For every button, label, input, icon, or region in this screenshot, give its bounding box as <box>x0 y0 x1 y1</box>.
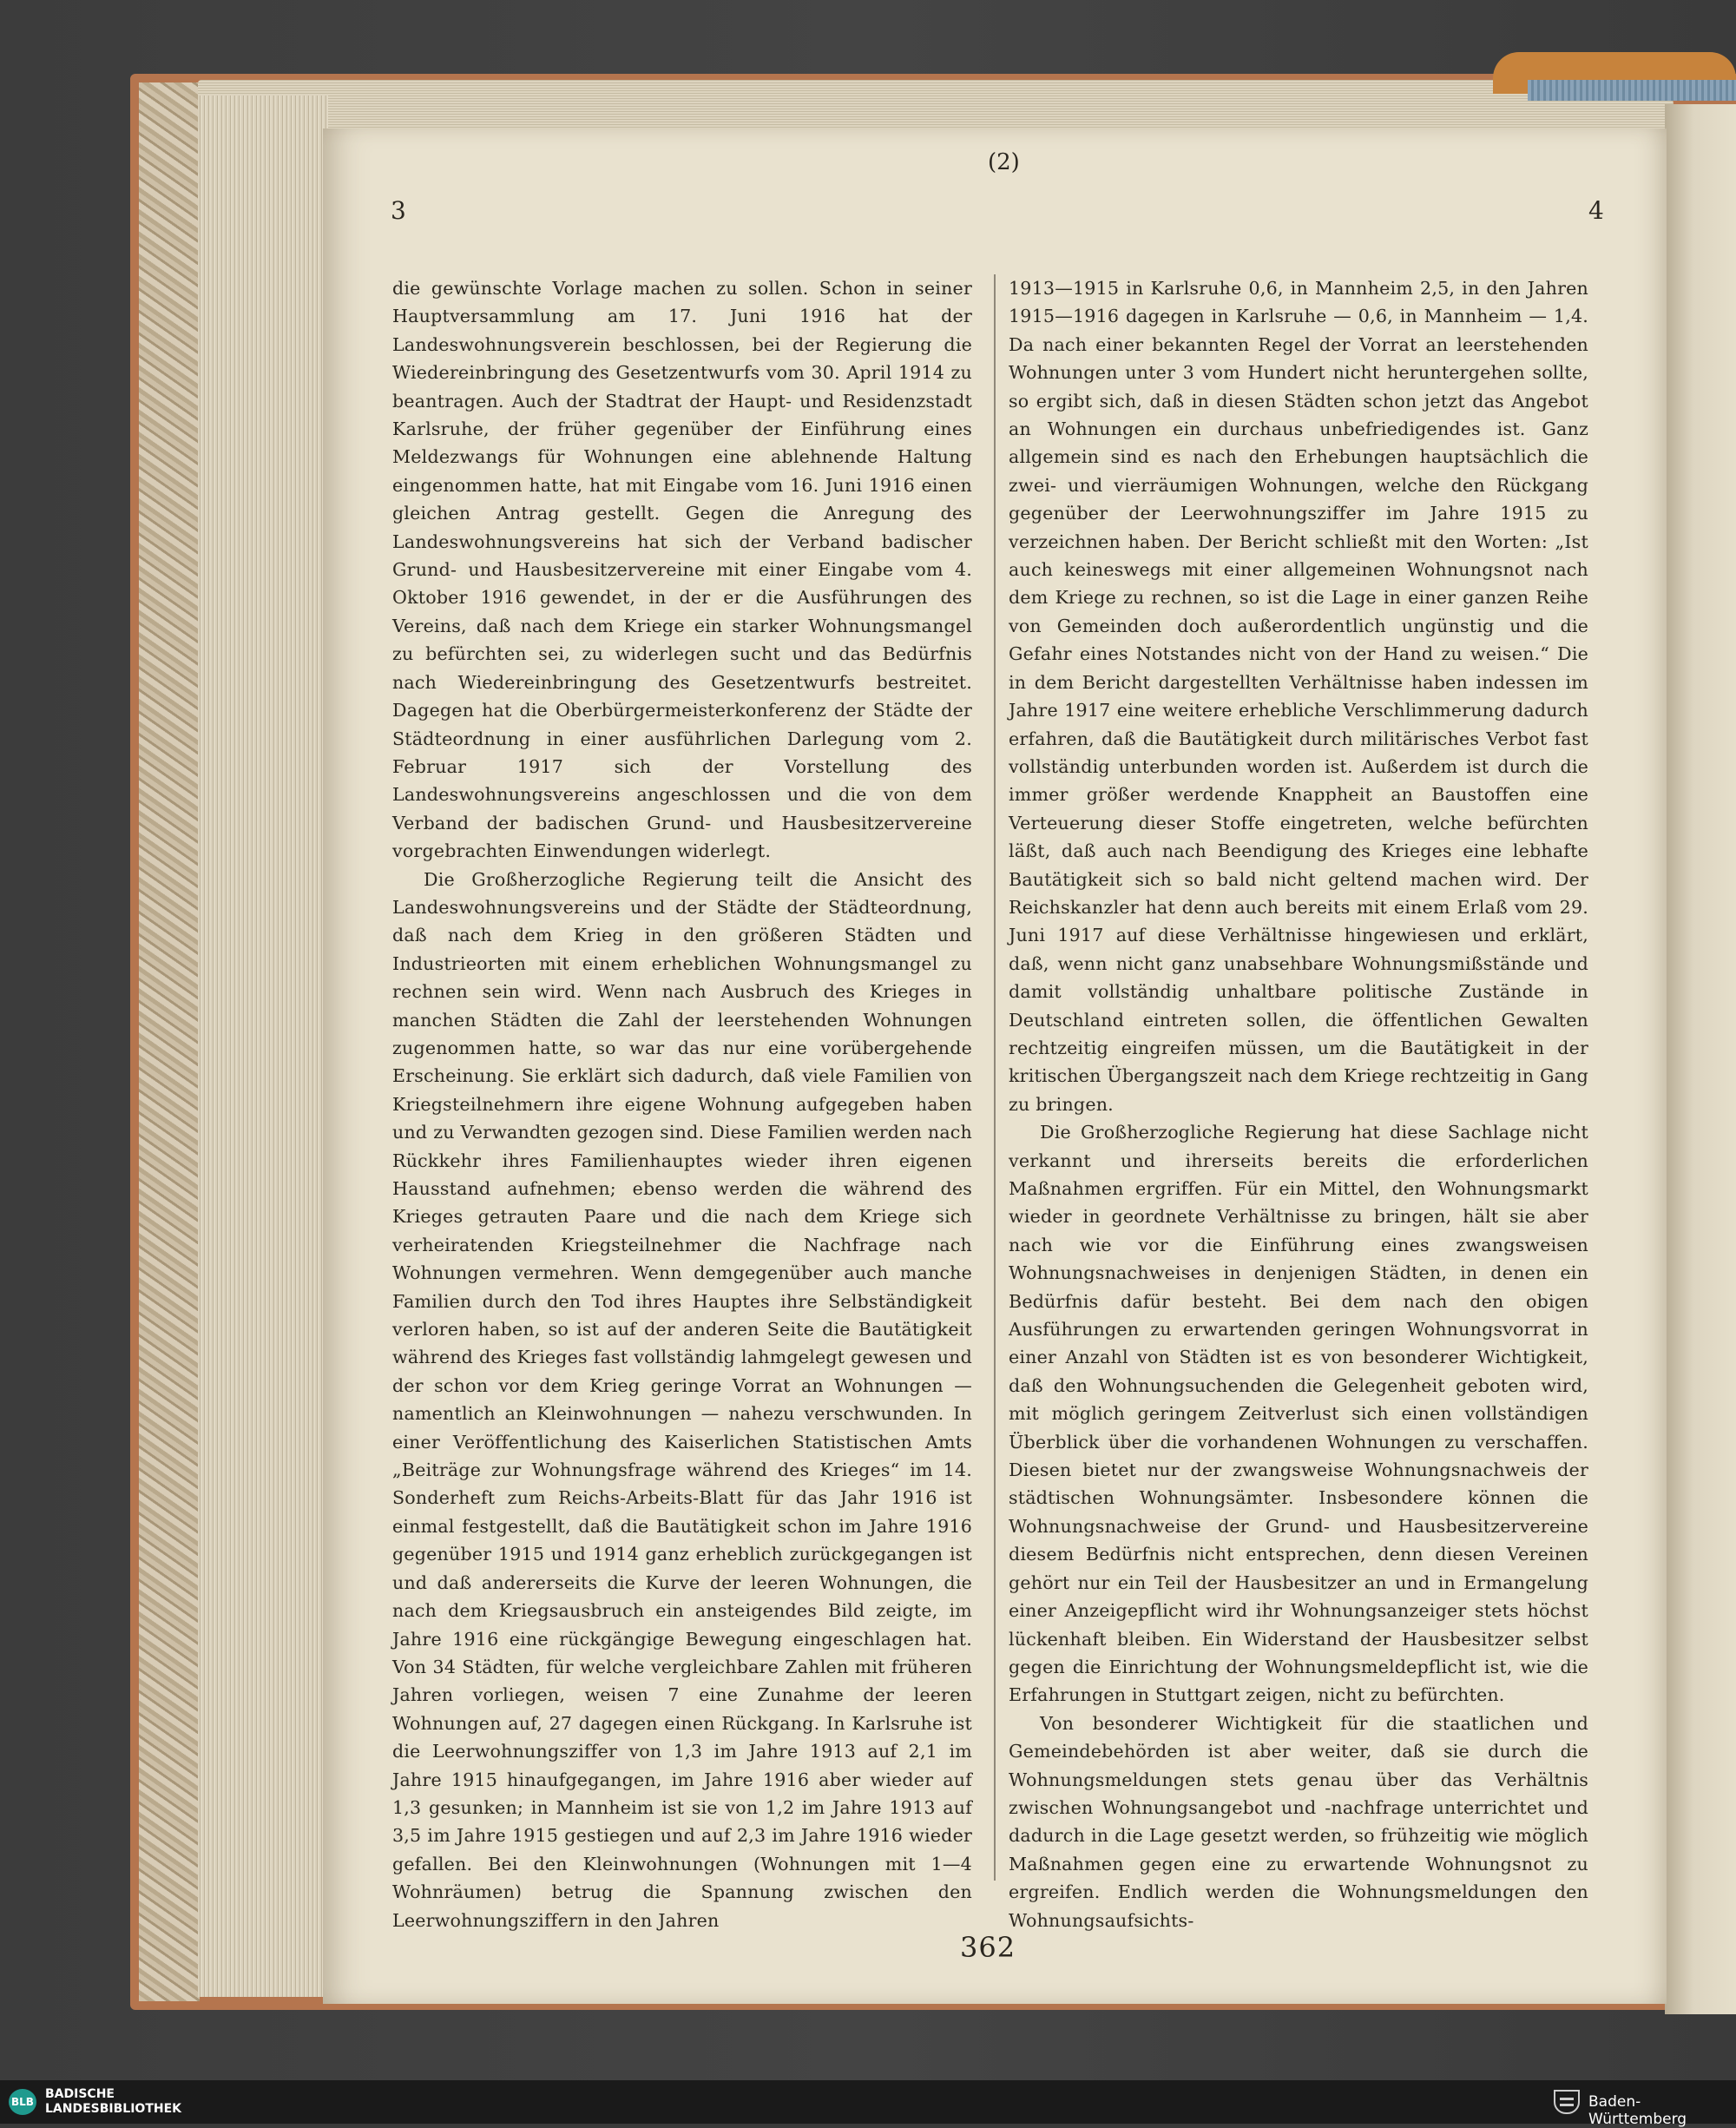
column-divider <box>994 274 996 1881</box>
paragraph: Von besonderer Wichtigkeit für die staatlichen und Gemeindebehörden ist aber weiter, daß sie durch die Wohnungsmeldungen stets genau über das Verhältnis zwischen Wohnungsangebot und -nachfrage unterrichtet und dadurch in die Lage gesetzt werden, so frühzeitig wie möglich Maßnahmen gegen eine zu erwartende Wohnungsnot zu ergreifen. Endlich werden die Wohnungsmeldungen den Wohnungsaufsichts- <box>1009 1712 1588 1931</box>
page-number-right: 4 <box>1588 196 1604 225</box>
facing-page-edge <box>1665 104 1736 2014</box>
paragraph: die gewünschte Vorlage machen zu sollen. Schon in seiner Hauptversammlung am 17. Juni 1916 hat der Landeswohnungsverein beschlossen, bei der Regierung die Wiedereinbringung des Gesetzentwurfs vom 30. April 1914 zu beantragen. Auch der Stadtrat der Haupt- und Residenzstadt Karlsruhe, der früher gegenüber der Einführung eines Meldezwangs für Wohnungen eine ablehnende Haltung eingenommen hatte, hat mit Eingabe vom 16. Juni 1916 einen gleichen Antrag gestellt. Gegen die Anregung des Landeswohnungsvereins hat sich der Verband badischer Grund- und Hausbesitzervereine mit einer Eingabe vom 4. Oktober 1916 gewendet, in der er die Ausführungen des Vereins, daß nach dem Kriege ein starker Wohnungsmangel zu befürchten sei, zu widerlegen sucht und das Bedürfnis nach Wiedereinbringung des Gesetzentwurfs bestreitet. Dagegen hat die Oberbürgermeisterkonferenz der Städte der Städteordnung in einer ausführlichen Darlegung vom 2. Februar 1917 sich der Vorstellung des Landeswohnungsvereins angeschlossen und die von dem Verband der badischen Grund- und Hausbesitzervereine vorgebrachten Einwendungen widerlegt. <box>392 278 972 862</box>
bookmark-cloth <box>1528 80 1736 101</box>
page-number-bottom: 362 <box>960 1931 1016 1964</box>
library-name[interactable]: BADISCHE LANDESBIBLIOTHEK <box>45 2087 182 2116</box>
paragraph: Die Großherzogliche Regierung hat diese Sachlage nicht verkannt und ihrerseits bereits die erforderlichen Maßnahmen ergriffen. Für ein Mittel, den Wohnungsmarkt wieder in geordnete Verhältnisse zu bringen, hält sie aber nach wie vor die Einführung eines zwangsweisen Wohnungsnachweises in denjenigen Städten, in denen ein Bedürfnis dafür besteht. Bei dem nach den obigen Ausführungen zu erwartenden geringen Wohnungsvorrat in einer Anzahl von Städten ist es von besonderer Wichtigkeit, daß den Wohnungsuchenden die Gelegenheit geboten wird, mit möglich geringem Zeitverlust sich einen vollständigen Überblick über die vorhandenen Wohnungen zu verschaffen. Diesen bietet nur der zwangsweise Wohnungsnachweis der städtischen Wohnungsämter. Insbesondere können die Wohnungsnachweise der Grund- und Hausbesitzervereine diesem Bedürfnis nicht entsprechen, denn diesen Vereinen gehört nur ein Teil der Hausbesitzer an und in Ermangelung einer Anzeigepflicht wird ihr Wohnungsanzeiger stets höchst lückenhaft bleiben. Ein Widerstand der Hausbesitzer selbst gegen die Einrichtung der Wohnungsmeldepflicht ist, wie die Erfahrungen in Stuttgart zeigen, nicht zu befürchten. <box>1009 1122 1588 1706</box>
page-number-left: 3 <box>391 196 406 225</box>
blb-logo-icon[interactable]: BLB <box>9 2089 36 2115</box>
text-column-left <box>392 274 972 1934</box>
state-name[interactable]: Baden-Württemberg <box>1588 2093 1687 2128</box>
paragraph: Die Großherzogliche Regierung teilt die Ansicht des Landeswohnungsvereins und der Städte der Städteordnung, daß nach dem Krieg in den größeren Städten und Industrieorten mit einem erheblichen Wohnungsmangel zu rechnen sein wird. Wenn nach Ausbruch des Krieges in manchen Städten die Zahl der leerstehenden Wohnungen zugenommen hatte, so war das nur eine vorübergehende Erscheinung. Sie erklärt sich dadurch, daß viele Familien von Kriegsteilnehmern ihre eigene Wohnung aufgegeben haben und zu Verwandten gezogen sind. Diese Familien werden nach Rückkehr ihres Familienhauptes wieder ihren eigenen Hausstand aufnehmen; ebenso werden die während des Krieges getrauten Paare und die nach dem Kriege sich verheiratenden Kriegsteilnehmer die Nachfrage nach Wohnungen vermehren. Wenn demgegenüber auch manche Familien durch den Tod ihres Hauptes ihre Selbständigkeit verloren haben, so ist auf der anderen Seite die Bautätigkeit während des Krieges fast vollständig lahmgelegt gewesen und der schon vor dem Krieg geringe Vorrat an Wohnungen — namentlich an Kleinwohnungen — nahezu verschwunden. In einer Veröffentlichung des Kaiserlichen Statistischen Amts „Beiträge zur Wohnungsfrage während des Krieges“ im 14. Sonderheft zum Reichs-Arbeits-Blatt für das Jahr 1916 ist einmal festgestellt, daß die Bautätigkeit schon im Jahre 1916 gegenüber 1915 und 1914 ganz erheblich zurückgegangen ist und daß andererseits die Kurve der leeren Wohnungen, die nach dem Kriegsausbruch ein ansteigendes Bild zeigte, im Jahre 1916 eine rückgängige Bewegung eingeschlagen hat. Von 34 Städten, für welche vergleichbare Zahlen mit früheren Jahren vorliegen, weisen 7 eine Zunahme der leeren Wohnungen auf, 27 dagegen einen Rückgang. In Karlsruhe ist die Leerwohnungsziffer von 1,3 im Jahre 1913 auf 2,1 im Jahre 1915 hinaufgegangen, im Jahre 1916 aber wieder auf 1,3 gesunken; in Mannheim ist sie von 1,2 im Jahre 1913 auf 3,5 im Jahre 1915 gestiegen und auf 2,3 im Jahre 1916 wieder gefallen. Bei den Kleinwohnungen (Wohnungen mit 1—4 Wohnräumen) betrug die Spannung zwischen den Leerwohnungsziffern in den Jahren <box>392 868 972 1931</box>
page-edges-top <box>198 80 1674 132</box>
footer-bar <box>0 2080 1736 2128</box>
page-edges-left <box>198 96 328 1997</box>
text-column-right <box>1009 274 1588 1934</box>
paragraph: 1913—1915 in Karlsruhe 0,6, in Mannheim 2,5, in den Jahren 1915—1916 dagegen in Karlsruhe — 0,6, in Mannheim — 1,4. Da nach einer bekannten Regel der Vorrat an leerstehenden Wohnungen unter 3 vom Hundert nicht heruntergehen sollte, so ergibt sich, daß in diesen Städten schon jetzt das Angebot an Wohnungen ein durchaus unbefriedigendes ist. Ganz allgemein sind es nach den Erhebungen hauptsächlich die zwei- und vierräumigen Wohnungen, welche den Rückgang gegenüber der Leerwohnungsziffer im Jahre 1915 zu verzeichnen haben. Der Bericht schließt mit den Worten: „Ist auch keineswegs mit einer allgemeinen Wohnungsnot nach dem Kriege zu rechnen, so ist die Lage in einer ganzen Reihe von Gemeinden doch außerordentlich ungünstig und die Gefahr eines Notstandes nicht von der Hand zu weisen.“ Die in dem Bericht dargestellten Verhältnisse haben indessen im Jahre 1917 eine weitere erhebliche Verschlimmerung dadurch erfahren, daß die Bautätigkeit durch militärisches Verbot fast vollständig unterbunden worden ist. Außerdem ist durch die immer größer werdende Knappheit an Baustoffen eine Verteuerung dieser Stoffe eingetreten, welche befürchten läßt, daß auch nach Beendigung des Krieges eine lebhafte Bautätigkeit sich so bald nicht geltend machen wird. Der Reichskanzler hat denn auch bereits mit einem Erlaß vom 29. Juni 1917 auf diese Verhältnisse hingewiesen und erklärt, daß, wenn nicht ganz unabsehbare Wohnungsmißstände und damit vollständig unhaltbare politische Zustände in Deutschland eintreten sollen, die öffentlichen Gewalten rechtzeitig eingreifen müssen, um die Bautätigkeit in der kritischen Übergangszeit nach dem Kriege rechtzeitig in Gang zu bringen. <box>1009 278 1588 1115</box>
sheet-mark: (2) <box>988 149 1020 175</box>
marbled-endpaper <box>139 82 200 2001</box>
coat-of-arms-icon <box>1554 2090 1580 2114</box>
